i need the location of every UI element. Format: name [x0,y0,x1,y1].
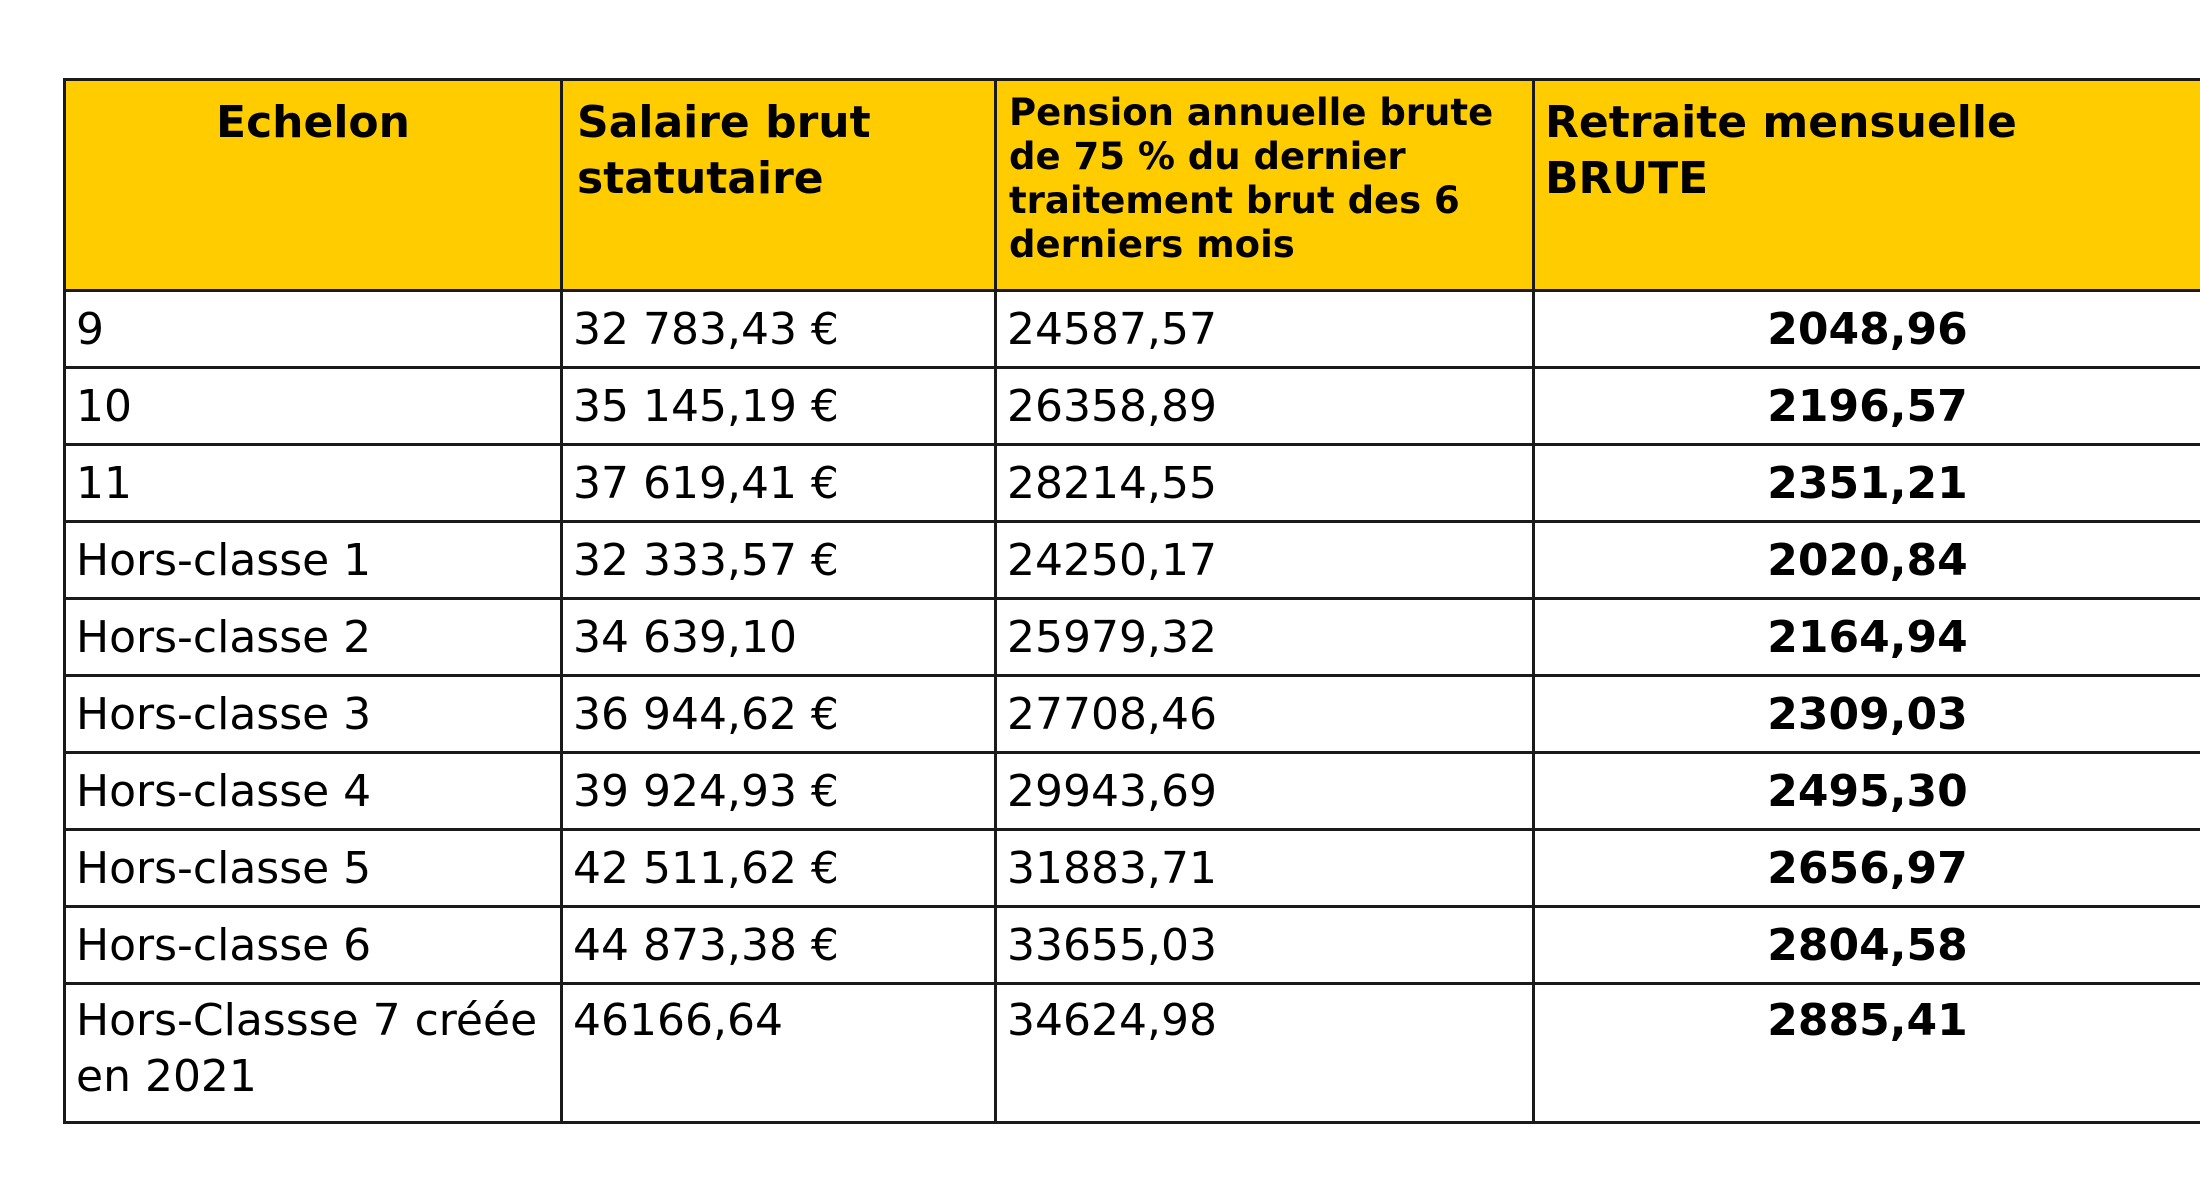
header-pension-line: Pension annuelle brute [1009,91,1494,134]
cell-pension: 34624,98 [996,984,1534,1123]
table-row [65,522,2200,599]
cell-echelon: Hors-classe 6 [65,907,562,984]
cell-pension: 28214,55 [996,445,1534,522]
header-echelon: Echelon [65,80,562,291]
cell-pension: 24587,57 [996,291,1534,368]
cell-echelon: Hors-classe 3 [65,676,562,753]
cell-salaire: 44 873,38 € [562,907,996,984]
header-salaire-line: Salaire brut [577,97,871,148]
cell-echelon: Hors-Classse 7 créée en 2021 [65,984,562,1123]
cell-pension: 26358,89 [996,368,1534,445]
cell-salaire: 34 639,10 [562,599,996,676]
cell-retraite: 2495,30 [1534,753,2200,830]
cell-salaire: 37 619,41 € [562,445,996,522]
table-row [65,676,2200,753]
cell-retraite: 2351,21 [1534,445,2200,522]
cell-echelon: 10 [65,368,562,445]
table-row [65,753,2200,830]
cell-retraite: 2048,96 [1534,291,2200,368]
pension-table [63,78,2200,1124]
table-row [65,830,2200,907]
table-row [65,599,2200,676]
table-row [65,984,2200,1123]
table-row [65,445,2200,522]
cell-salaire: 42 511,62 € [562,830,996,907]
cell-retraite: 2164,94 [1534,599,2200,676]
header-salaire-line: statutaire [577,153,824,204]
cell-retraite: 2020,84 [1534,522,2200,599]
table-row [65,907,2200,984]
cell-retraite: 2309,03 [1534,676,2200,753]
cell-salaire: 36 944,62 € [562,676,996,753]
header-retraite-line: BRUTE [1545,153,1709,204]
cell-echelon: 9 [65,291,562,368]
table-row [65,368,2200,445]
header-pension-line: de 75 % du dernier [1009,135,1406,178]
cell-pension: 25979,32 [996,599,1534,676]
header-salaire [562,80,996,291]
cell-pension: 29943,69 [996,753,1534,830]
cell-echelon: Hors-classe 1 [65,522,562,599]
cell-pension: 24250,17 [996,522,1534,599]
cell-echelon: 11 [65,445,562,522]
header-retraite-line: Retraite mensuelle [1545,97,2017,148]
cell-salaire: 39 924,93 € [562,753,996,830]
header-pension-line: traitement brut des 6 [1009,179,1460,222]
cell-retraite: 2804,58 [1534,907,2200,984]
cell-retraite: 2196,57 [1534,368,2200,445]
cell-salaire: 46166,64 [562,984,996,1123]
header-pension-line: derniers mois [1009,223,1295,266]
cell-pension: 33655,03 [996,907,1534,984]
cell-salaire: 35 145,19 € [562,368,996,445]
cell-retraite: 2656,97 [1534,830,2200,907]
table-header [65,80,2200,291]
cell-echelon: Hors-classe 2 [65,599,562,676]
cell-pension: 31883,71 [996,830,1534,907]
cell-retraite: 2885,41 [1534,984,2200,1123]
table-row [65,291,2200,368]
header-row [65,80,2200,291]
table-body [65,291,2200,1123]
header-retraite [1534,80,2200,291]
cell-salaire: 32 333,57 € [562,522,996,599]
cell-echelon: Hors-classe 5 [65,830,562,907]
cell-salaire: 32 783,43 € [562,291,996,368]
cell-pension: 27708,46 [996,676,1534,753]
cell-echelon: Hors-classe 4 [65,753,562,830]
header-pension [996,80,1534,291]
